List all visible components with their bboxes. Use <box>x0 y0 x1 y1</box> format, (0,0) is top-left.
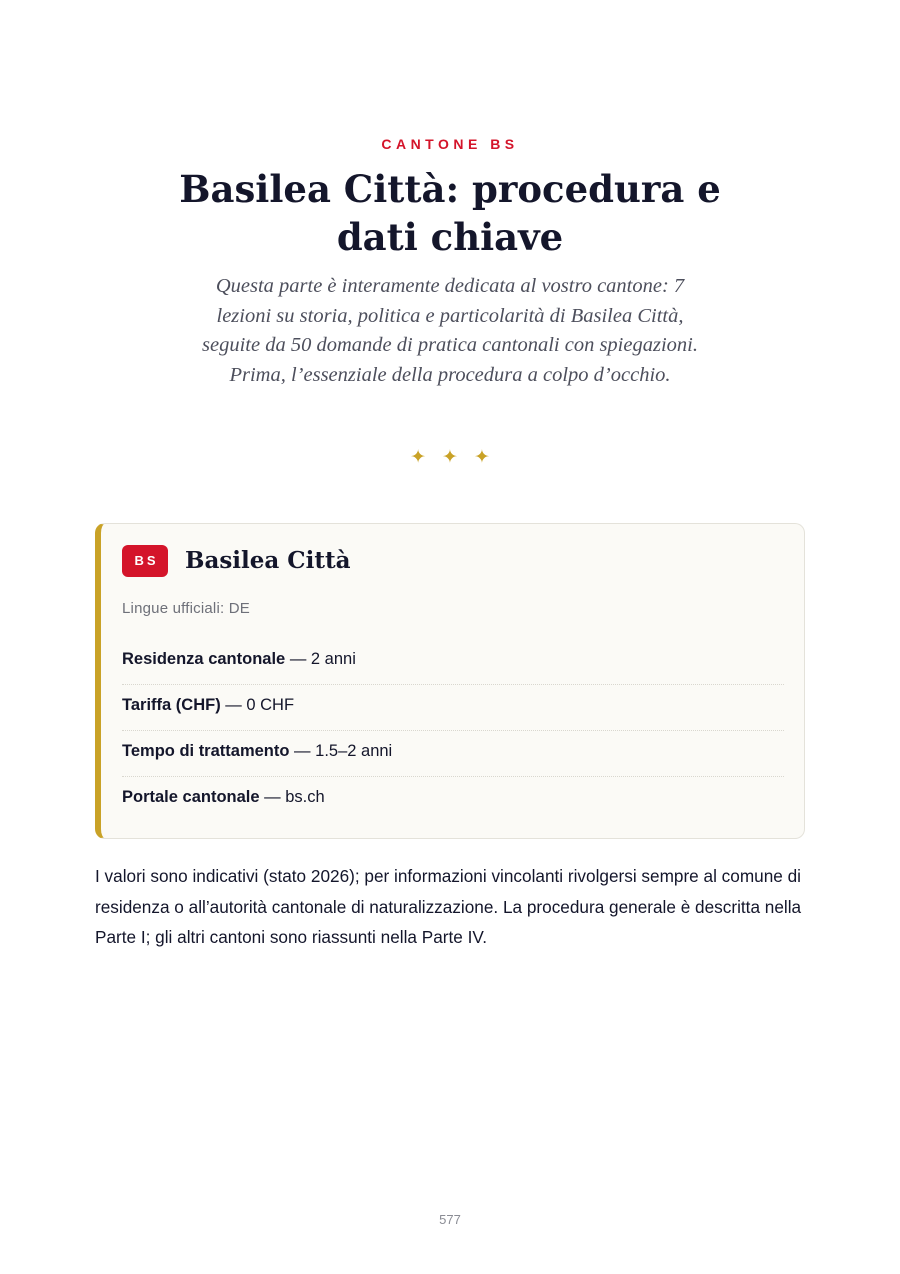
page-title: Basilea Città: procedura e dati chiave <box>179 167 721 259</box>
disclaimer-note: I valori sono indicativi (stato 2026); per informazioni vincolanti rivolgersi sempre al comune di residenza o all’autorità cantonale di naturalizzazione. La procedura generale è descritta nella Parte I; gli altri cantoni sono riassunti nella Parte IV. <box>95 866 802 947</box>
fact-row-residence <box>122 639 784 685</box>
fact-row-portal <box>122 777 784 823</box>
fact-separator: — <box>289 650 307 668</box>
fact-label: Residenza cantonale <box>122 650 286 668</box>
fact-value: bs.ch <box>285 788 325 806</box>
canton-code-badge: BS <box>122 545 168 577</box>
intro-paragraph: Questa parte è interamente dedicata al vostro cantone: 7 lezioni su storia, politica e particolarità di Basilea Città, seguite da 50 domande di pratica cantonali con spiegazioni. Prima, l’essenziale della procedura a colpo d’occhio. <box>202 275 698 386</box>
fact-row-fee <box>122 685 784 731</box>
fact-value: 1.5–2 anni <box>315 742 393 760</box>
page-number: 577 <box>439 1212 461 1227</box>
fact-separator: — <box>294 742 311 760</box>
canton-info-card <box>95 523 805 839</box>
fact-separator: — <box>225 696 242 714</box>
fact-label: Tempo di trattamento <box>122 742 290 760</box>
fact-separator: — <box>264 788 281 806</box>
fact-value: 0 CHF <box>246 696 295 714</box>
fact-row-processing-time <box>122 731 784 777</box>
card-title: Basilea Città <box>185 547 351 574</box>
fact-value: 2 anni <box>310 650 356 668</box>
facts-list <box>122 639 784 823</box>
fact-label: Tariffa (CHF) <box>122 696 221 714</box>
section-eyebrow: CANTONE BS <box>381 136 519 152</box>
four-point-star-icon: ✦✦✦ <box>410 447 506 468</box>
fact-label: Portale cantonale <box>122 788 260 806</box>
official-languages: Lingue ufficiali: DE <box>122 600 250 617</box>
